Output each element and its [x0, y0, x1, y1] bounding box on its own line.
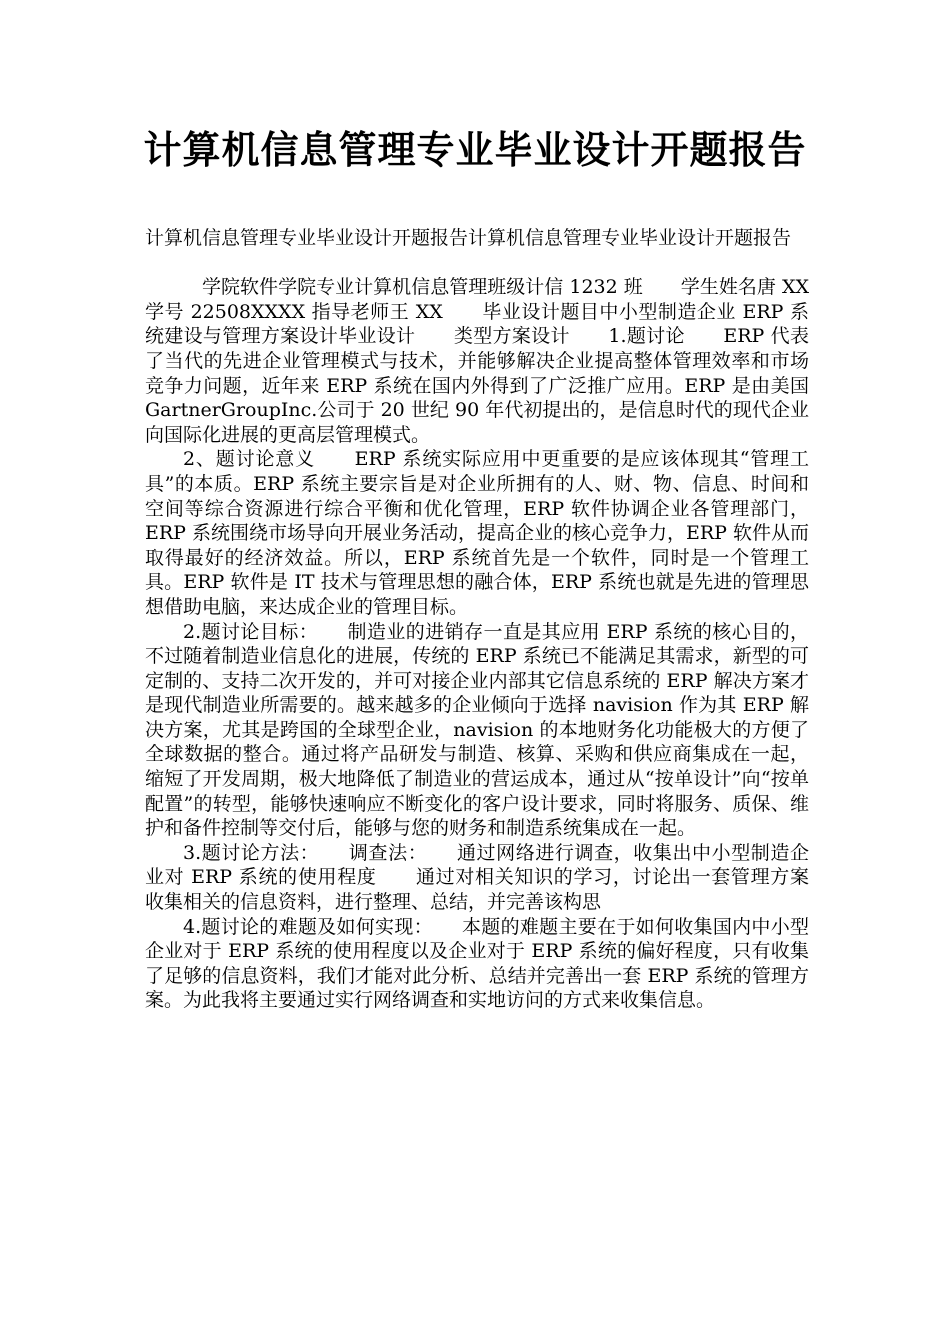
paragraph-research-significance: 2、题讨论意义 ERP 系统实际应用中更重要的是应该体现其“管理工具”的本质。ERP 系统主要宗旨是对企业所拥有的人、财、物、信息、时间和空间等综合资源进行综合平衡和优化管理，ERP 软件协调企业各管理部门，ERP 系统围绕市场导向开展业务活动，提高企业的核心竞争力，ERP 软件从而取得最好的经济效益。所以，ERP 系统首先是一个软件，同时是一个管理工具。ERP 软件是 IT 技术与管理思想的融合体，ERP 系统也就是先进的管理思想借助电脑，来达成企业的管理目标。: [145, 448, 809, 618]
paragraph-project-info: 学院软件学院专业计算机信息管理班级计信 1232 班 学生姓名唐 XX 学号 22508XXXX 指导老师王 XX 毕业设计题目中小型制造企业 ERP 系统建设与管理方案设计毕业设计 类型方案设计 1.题讨论 ERP 代表了当代的先进企业管理模式与技术，并能够解决企业提高整体管理效率和市场竞争力问题，近年来 ERP 系统在国内外得到了广泛推广应用。ERP 是由美国 GartnerGroupInc.公司于 20 世纪 90 年代初提出的，是信息时代的现代企业向国际化进展的更高层管理模式。: [145, 276, 809, 446]
document-body: [145, 226, 848, 1013]
paragraph-research-goals: 2.题讨论目标： 制造业的进销存一直是其应用 ERP 系统的核心目的，不过随着制造业信息化的进展，传统的 ERP 系统已不能满足其需求，新型的可定制的、支持二次开发的，并可对接企业内部其它信息系统的 ERP 解决方案才是现代制造业所需要的。越来越多的企业倾向于选择 navision 作为其 ERP 解决方案，尤其是跨国的全球型企业，navision 的本地财务化功能极大的方便了全球数据的整合。通过将产品研发与制造、核算、采购和供应商集成在一起，缩短了开发周期，极大地降低了制造业的营运成本，通过从“按单设计”向“按单配置”的转型，能够快速响应不断变化的客户设计要求，同时将服务、质保、维护和备件控制等交付后，能够与您的财务和制造系统集成在一起。: [145, 620, 809, 840]
document-subtitle: 计算机信息管理专业毕业设计开题报告计算机信息管理专业毕业设计开题报告: [145, 227, 792, 249]
paragraph-research-difficulties: 4.题讨论的难题及如何实现： 本题的难题主要在于如何收集国内中小型企业对于 ERP 系统的使用程度以及企业对于 ERP 系统的偏好程度，只有收集了足够的信息资料，我们才能对此分析、总结并完善出一套 ERP 系统的管理方案。为此我将主要通过实行网络调查和实地访问的方式来收集信息。: [145, 915, 809, 1012]
document-title: 计算机信息管理专业毕业设计开题报告: [143, 128, 807, 172]
paragraph-research-methods: 3.题讨论方法： 调查法： 通过网络进行调查，收集出中小型制造企业对 ERP 系统的使用程度 通过对相关知识的学习，讨论出一套管理方案 收集相关的信息资料，进行整理、总结，并完善该构思: [145, 841, 848, 914]
